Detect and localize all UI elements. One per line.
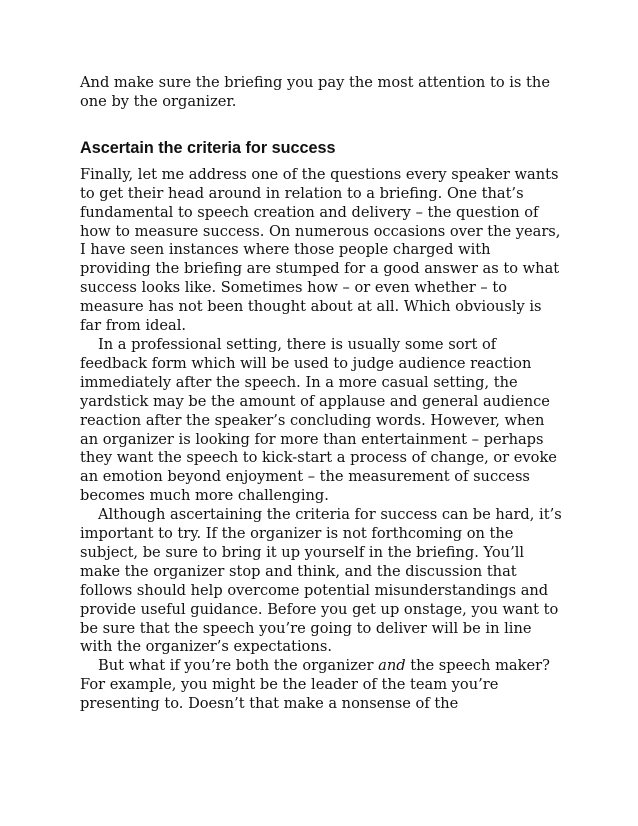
body-paragraph-1: Finally, let me address one of the questions every speaker wants to get their head around in relation to a briefing. One that’s fundamental to speech creation and delivery – the question of how to measure success. On numerous occasions over the years, I have seen instances where those people charged with providing the briefing are stumped for a good answer as to what success looks like. Sometimes how – or even whether – to measure has not been thought about at all. Which obviously is far from ideal. — [80, 165, 561, 335]
document-page — [80, 74, 562, 714]
paragraph-text-after: the speech maker? For example, you might be the leader of the team you’re presenting to. Doesn’t that make a nonsense of the — [80, 657, 550, 713]
body-paragraph-4 — [80, 657, 562, 714]
intro-paragraph: And make sure the briefing you pay the most attention to is the one by the organizer. — [80, 74, 550, 110]
emphasized-word: and — [378, 657, 406, 675]
section-heading: Ascertain the criteria for success — [80, 138, 336, 157]
body-paragraph-3: Although ascertaining the criteria for success can be hard, it’s important to try. If the organizer is not forthcoming on the subject, be sure to bring it up yourself in the briefing. You’ll make the organizer stop and think, and the discussion that follows should help overcome potential misunderstandings and provide useful guidance. Before you get up onstage, you want to be sure that the speech you’re going to deliver will be in line with the organizer’s expectations. — [80, 506, 562, 656]
body-paragraph-2: In a professional setting, there is usually some sort of feedback form which will be used to judge audience reaction immediately after the speech. In a more casual setting, the yardstick may be the amount of applause and general audience reaction after the speaker’s concluding words. However, when an organizer is looking for more than entertainment – perhaps they want the speech to kick-start a process of change, or evoke an emotion beyond enjoyment – the measurement of success becomes much more challenging. — [80, 335, 557, 505]
paragraph-text-before: But what if you’re both the organizer — [98, 657, 379, 675]
